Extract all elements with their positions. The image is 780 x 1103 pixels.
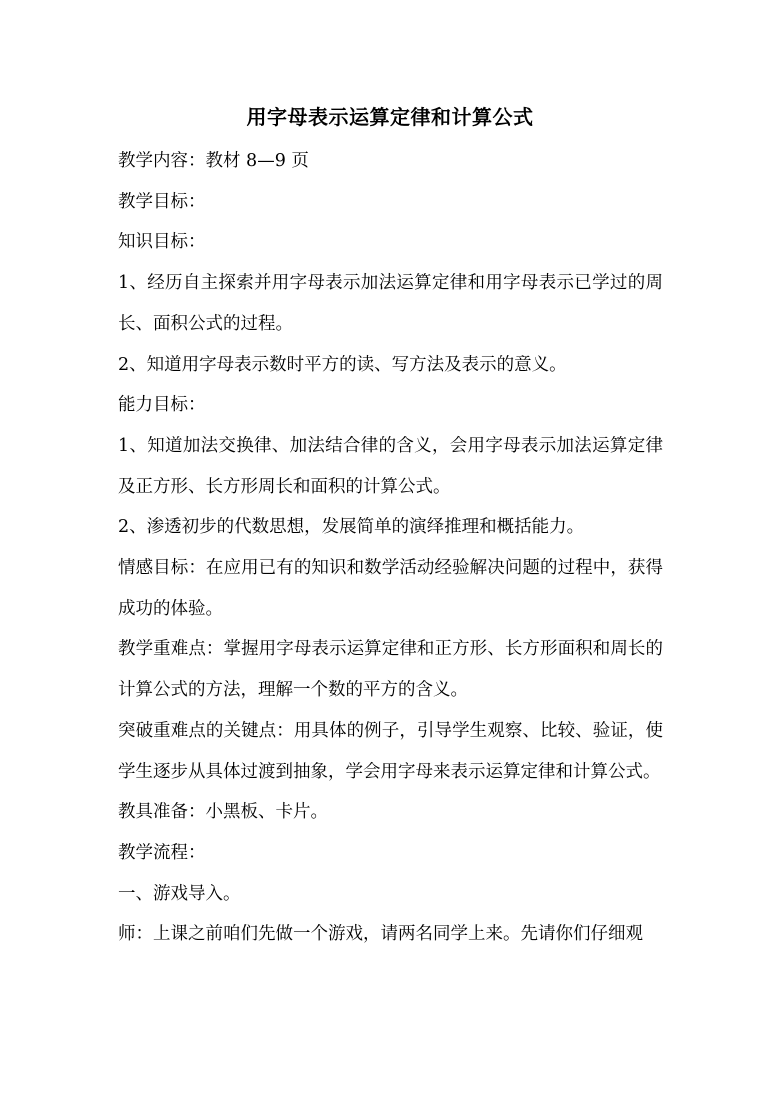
teacher-speech: 师：上课之前咱们先做一个游戏，请两名同学上来。先请你们仔细观 (118, 924, 643, 945)
knowledge-goal-1: 1、经历自主探索并用字母表示加法运算定律和用字母表示已学过的周长、面积公式的过程。 (118, 273, 663, 334)
knowledge-goals-heading: 知识目标： (118, 232, 206, 253)
teaching-content-line: 教学内容：教材 8—9 页 (118, 151, 309, 171)
ability-goals-heading: 能力目标： (118, 395, 206, 416)
knowledge-goal-2: 2、知道用字母表示数时平方的读、写方法及表示的意义。 (118, 354, 567, 375)
ability-goal-1: 1、知道加法交换律、加法结合律的含义，会用字母表示加法运算定律及正方形、长方形周长和面积的计算公式。 (118, 435, 663, 497)
teaching-aids: 教具准备：小黑板、卡片。 (118, 802, 328, 823)
teaching-goals-heading: 教学目标： (118, 191, 206, 212)
ability-goal-2: 2、渗透初步的代数思想，发展简单的演绎推理和概括能力。 (118, 517, 585, 538)
document-title: 用字母表示运算定律和计算公式 (246, 105, 534, 129)
key-difficulties: 教学重难点：掌握用字母表示运算定律和正方形、长方形面积和周长的计算公式的方法，理解一个数的平方的含义。 (118, 639, 663, 701)
breakthrough-keys: 突破重难点的关键点：用具体的例子，引导学生观察、比较、验证，使学生逐步从具体过渡到抽象，学会用字母来表示运算定律和计算公式。 (118, 720, 663, 782)
emotional-goal: 情感目标：在应用已有的知识和数学活动经验解决问题的过程中，获得成功的体验。 (118, 558, 663, 619)
document-body (118, 141, 663, 955)
teaching-process-heading: 教学流程： (118, 842, 206, 863)
section-game-intro: 一、游戏导入。 (118, 883, 241, 904)
